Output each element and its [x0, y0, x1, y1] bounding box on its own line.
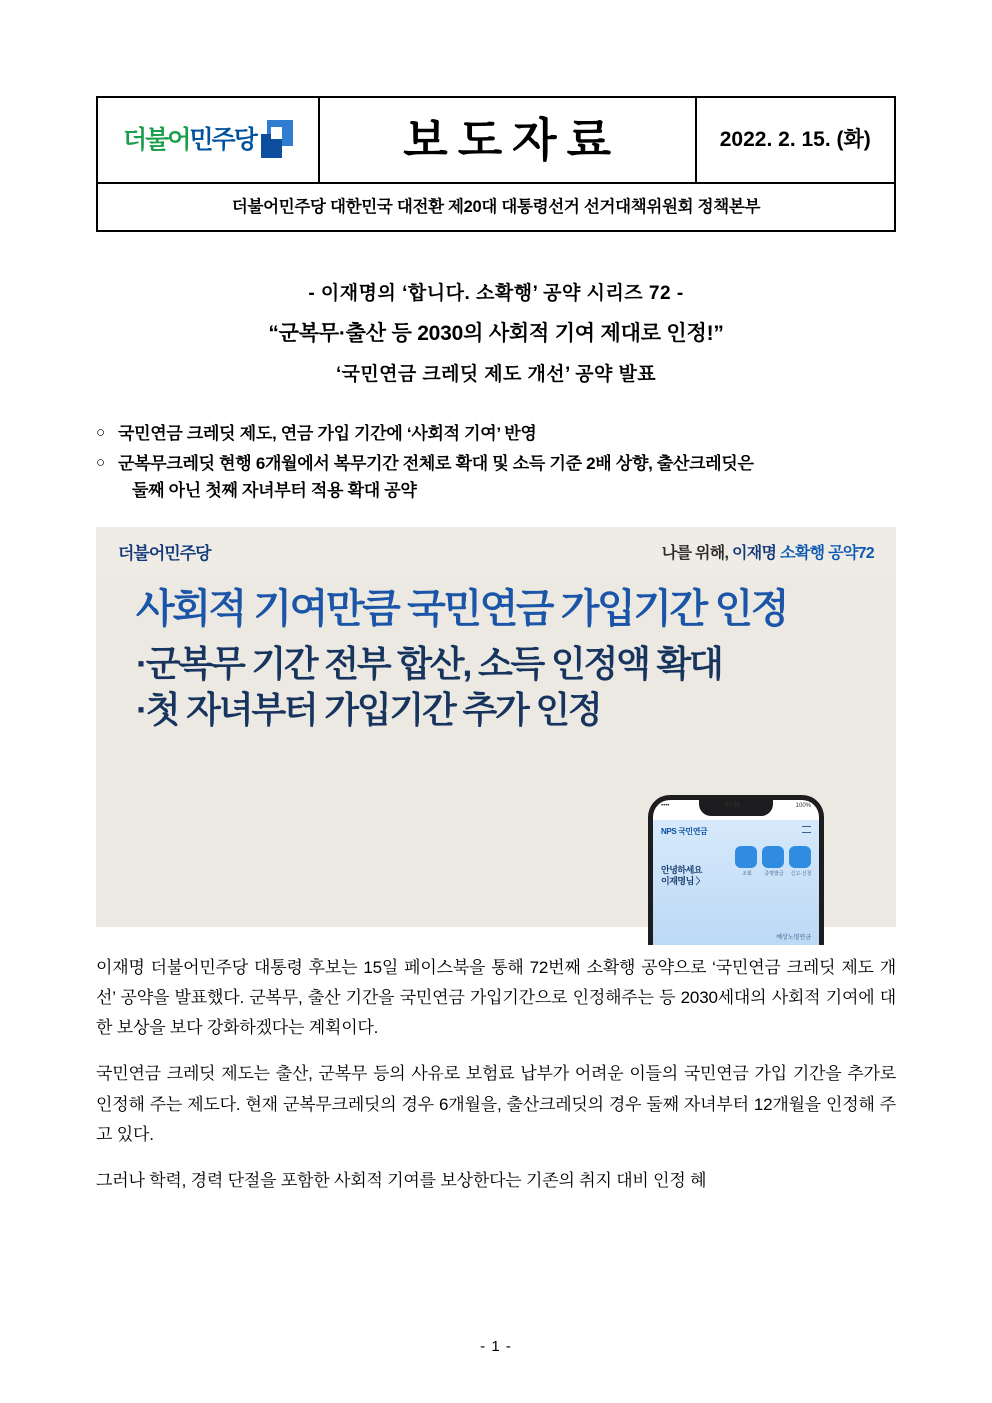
headline-sub: ‘국민연금 크레딧 제도 개선’ 공약 발표 [335, 364, 656, 385]
phone-battery: 100% [795, 802, 811, 809]
page-number: - 1 - [480, 1338, 512, 1355]
phone-bottom-label: 예상노령연금 [776, 934, 811, 941]
card-headline-1: 사회적 기여만큼 국민연금 가입기간 인정 [136, 586, 787, 631]
title-cell [319, 97, 696, 183]
bullet-text [118, 450, 896, 505]
nps-app-name: NPS 국민연금 [661, 826, 708, 836]
phone-quick-icons [735, 846, 811, 868]
headline-main: “군복무·출산 등 2030의 사회적 기여 제대로 인정!” [268, 322, 724, 345]
headline-series: - 이재명의 ‘합니다. 소확행’ 공약 시리즈 72 - [308, 283, 684, 304]
paragraph: 국민연금 크레딧 제도는 출산, 군복무 등의 사유로 보험료 납부가 어려운 이들의 국민연금 가입 기간을 추가로 인정해 주는 제도다. 현재 군복무크레딧의 경우 6개월을, 출산크레딧의 경우 둘째 자녀부터 12개월을 인정해 주고 있다. [96, 1064, 896, 1144]
bullet-marker-icon: ○ [96, 424, 106, 441]
document-date: 2022. 2. 15. (화) [719, 128, 871, 151]
paragraph: 이재명 더불어민주당 대통령 후보는 15일 페이스북을 통해 72번째 소확행 공약으로 ‘국민연금 크레딧 제도 개선’ 공약을 발표했다. 군복무, 출산 기간을 국민연금 가입기간으로 인정해주는 등 2030세대의 사회적 기여에 대한 보상을 보다 강화하겠다는 계획이다. [96, 957, 897, 1038]
card-tagline-prefix: 나를 위해, [661, 545, 729, 563]
apply-icon[interactable] [789, 846, 811, 868]
bullet-text-line1: 국민연금 크레딧 제도, 연금 가입 기간에 ‘사회적 기여’ 반영 [118, 424, 537, 443]
bullet-text [118, 420, 896, 448]
party-logo-text [122, 125, 256, 154]
phone-status-bar [661, 803, 811, 809]
hamburger-menu-icon[interactable] [802, 826, 811, 833]
phone-quick-icon-labels [735, 870, 813, 877]
icon-label-0: 조회 [742, 870, 752, 877]
phone-time: 07:35 [725, 802, 741, 809]
card-headline-3: ·첫 자녀부터 가입기간 추가 인정 [136, 688, 601, 730]
icon-label-1: 증명발급 [764, 870, 784, 877]
search-icon[interactable] [735, 846, 757, 868]
party-logo [98, 98, 318, 182]
card-brand-label: 더불어민주당 [118, 544, 211, 564]
phone-carrier-signal: •••• [661, 802, 670, 809]
card-headline-2: ·군복무 기간 전부 합산, 소득 인정액 확대 [136, 643, 722, 685]
card-header-bar [96, 527, 896, 577]
phone-greeting-line2: 이재명님 〉 [661, 875, 705, 886]
article-body [96, 953, 896, 1197]
icon-label-2: 신고·신청 [790, 870, 812, 877]
organization-name: 더불어민주당 대한민국 대전환 제20대 대통령선거 선거대책위원회 정책본부 [231, 198, 761, 216]
party-logo-mark-icon [261, 120, 293, 160]
bullet-item [96, 420, 896, 448]
press-release-header-table [96, 96, 896, 232]
card-body-text [136, 585, 876, 733]
phone-screen [653, 820, 819, 945]
page-footer [0, 1338, 992, 1355]
bullet-marker-icon: ○ [96, 453, 106, 471]
headline-block [96, 278, 896, 386]
party-logo-text-part2: 민주당 [189, 125, 256, 154]
party-logo-text-part1: 더불어 [122, 125, 190, 154]
bullet-text-line2: 둘째 아닌 첫째 자녀부터 적용 확대 공약 [132, 481, 417, 501]
card-tagline [662, 540, 874, 563]
bullet-item [96, 450, 896, 505]
document-title: 보도자료 [403, 114, 622, 166]
organization-cell [97, 183, 895, 231]
card-tagline-highlight: 소확행 공약72 [780, 545, 874, 563]
phone-menu-row [802, 826, 811, 833]
certificate-icon[interactable] [762, 846, 784, 868]
paragraph: 그러나 학력, 경력 단절을 포함한 사회적 기여를 보상한다는 기존의 취지 대비 인정 혜 [96, 1171, 707, 1191]
summary-bullets [96, 420, 896, 505]
bullet-text-line1: 군복무크레딧 현행 6개월에서 복무기간 전체로 확대 및 소득 기준 2배 상향, 출산크레딧은 [118, 453, 754, 473]
card-tagline-name: 이재명 [732, 545, 777, 563]
phone-mockup [648, 795, 824, 945]
campaign-pledge-card-image [96, 527, 896, 941]
phone-greeting-line1: 안녕하세요 [661, 864, 702, 875]
date-cell [696, 97, 895, 183]
logo-cell [97, 97, 319, 183]
